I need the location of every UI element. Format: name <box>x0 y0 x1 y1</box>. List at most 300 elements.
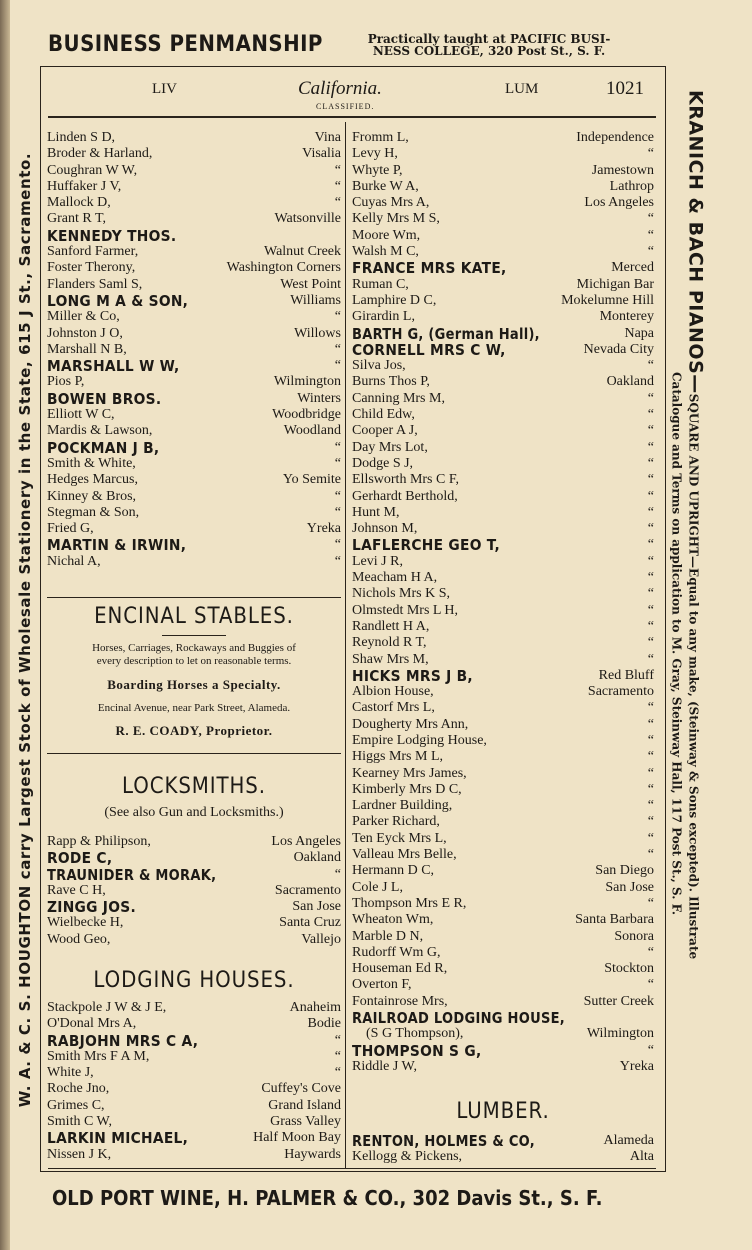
listing-row <box>47 1065 341 1081</box>
listing-row <box>352 277 654 293</box>
ad-top-rule <box>47 597 341 598</box>
right-margin-tagline: SQUARE AND UPRIGHT—Equal to any make, (Steinway & Sons excepted). Illustrate <box>686 393 701 960</box>
listing-name: RODE C, <box>47 849 113 868</box>
listing-name: KENNEDY THOS. <box>47 226 177 245</box>
listing-name: Olmstedt Mrs L H, <box>352 602 459 618</box>
listing-row <box>352 440 654 456</box>
listing-name: Kearney Mrs James, <box>352 765 467 781</box>
listing-row <box>47 834 341 850</box>
listing-row <box>352 717 654 733</box>
listing-name: Kinney & Bros, <box>47 488 137 504</box>
listing-place: Washington Corners <box>226 260 341 276</box>
listing-row <box>352 863 654 879</box>
listing-row <box>47 244 341 260</box>
ad-short-rule <box>162 635 226 636</box>
listing-name: Albion House, <box>352 684 434 700</box>
listing-place: Jamestown <box>591 162 654 178</box>
listing-name: Levy H, <box>352 146 398 162</box>
listing-place: “ <box>647 1042 654 1058</box>
listing-place: Merced <box>611 260 654 276</box>
listing-name: LAFLERCHE GEO T, <box>352 536 501 555</box>
listing-place: “ <box>334 488 341 504</box>
listing-row <box>352 733 654 749</box>
bottom-rule <box>48 1168 656 1169</box>
listing-place: Oakland <box>293 850 341 866</box>
listing-row <box>47 423 341 439</box>
listing-name: Grant R T, <box>47 211 106 227</box>
listing-row <box>47 293 341 309</box>
listing-place: Sacramento <box>587 684 654 700</box>
right-margin-brand: KRANICH & BACH PIANOS— <box>684 90 707 394</box>
listing-row <box>47 1114 341 1130</box>
listing-place: “ <box>647 211 654 227</box>
listing-name: Marble D N, <box>352 928 424 944</box>
top-ad-details <box>320 33 658 57</box>
header-classified: CLASSIFIED. <box>316 102 375 111</box>
column-divider <box>345 122 346 1168</box>
listing-row <box>352 847 654 863</box>
listing-place: Willows <box>294 325 341 341</box>
listing-place: Grand Island <box>268 1097 341 1113</box>
listing-name: Linden S D, <box>47 130 116 145</box>
listing-row <box>352 260 654 276</box>
listing-row <box>352 244 654 260</box>
listing-place: Yreka <box>306 521 341 537</box>
top-ad-line-2: NESS COLLEGE, 320 Post St., S. F. <box>372 44 606 58</box>
listing-name: Foster Therony, <box>47 260 136 276</box>
listing-row <box>352 945 654 961</box>
listing-row <box>352 831 654 847</box>
locksmiths-heading <box>47 774 341 821</box>
listing-place: “ <box>647 504 654 520</box>
listing-name: Rudorff Wm G, <box>352 944 441 960</box>
listing-row <box>47 1000 341 1016</box>
listing-name: Nissen J K, <box>47 1146 112 1162</box>
listing-name: Grimes C, <box>47 1097 105 1113</box>
top-ad-line-1: Practically taught at PACIFIC BUSI- <box>367 32 611 46</box>
binding-spine <box>0 0 10 1250</box>
listing-place: Santa Cruz <box>279 915 341 931</box>
listing-place: “ <box>334 1048 341 1064</box>
page-header <box>40 74 664 114</box>
listing-place: “ <box>647 635 654 651</box>
listing-row <box>47 342 341 358</box>
listing-name: Hunt M, <box>352 504 400 520</box>
listing-place: “ <box>647 537 654 553</box>
listing-place: “ <box>647 700 654 716</box>
listing-place: Cuffey's Cove <box>261 1081 341 1097</box>
listing-row <box>352 1149 654 1165</box>
listing-place: “ <box>647 472 654 488</box>
listing-name: Miller & Co, <box>47 309 120 325</box>
listing-row <box>352 603 654 619</box>
listing-row <box>47 505 341 521</box>
listing-row <box>47 1147 341 1163</box>
listing-name: Dodge S J, <box>352 455 414 471</box>
listing-name: Pios P, <box>47 374 85 390</box>
listing-place: “ <box>334 358 341 374</box>
listing-name: Ellsworth Mrs C F, <box>352 472 460 488</box>
ad-address: Encinal Avenue, near Park Street, Alameda. <box>97 702 291 714</box>
listing-row <box>47 554 341 570</box>
listing-place: “ <box>647 423 654 439</box>
listing-row <box>352 814 654 830</box>
listing-place: Woodland <box>283 423 341 439</box>
ad-description-1: Horses, Carriages, Rockaways and Buggies of <box>92 642 296 654</box>
listing-row <box>47 228 341 244</box>
listing-place: “ <box>647 439 654 455</box>
listing-name: Rapp & Philipson, <box>47 834 151 849</box>
listing-name: Child Edw, <box>352 407 415 423</box>
listing-place: “ <box>647 765 654 781</box>
listing-row <box>352 994 654 1010</box>
listing-place: “ <box>334 1065 341 1081</box>
listing-place: Watsonville <box>274 211 341 227</box>
listing-name: Ten Eyck Mrs L, <box>352 830 447 846</box>
page-number: 1021 <box>606 78 644 99</box>
listing-name: Cole J L, <box>352 879 403 895</box>
lodging-heading <box>47 968 341 993</box>
listing-row <box>352 472 654 488</box>
listing-row <box>352 391 654 407</box>
left-margin-text: W. A. & C. S. HOUGHTON carry Largest Stock of Wholesale Stationery in the State, 615 J St., Sacramento. <box>16 152 34 1108</box>
listing-name: THOMPSON S G, <box>352 1041 482 1060</box>
listing-row <box>352 293 654 309</box>
listing-place: San Jose <box>292 899 341 915</box>
encinal-stables-ad <box>47 604 341 739</box>
listing-name: Levi J R, <box>352 553 403 569</box>
listing-row <box>47 374 341 390</box>
listing-row <box>352 326 654 342</box>
listing-row <box>352 619 654 635</box>
right-margin-advertisement <box>666 90 710 1170</box>
listing-place: “ <box>647 618 654 634</box>
listing-place: Wilmington <box>273 374 341 390</box>
listing-name: RENTON, HOLMES & CO, <box>352 1132 535 1150</box>
listing-row <box>352 1026 654 1042</box>
listing-name: CORNELL MRS C W, <box>352 340 506 359</box>
listing-name: Parker Richard, <box>352 814 440 830</box>
listing-place: Sonora <box>614 928 654 944</box>
listing-row <box>47 521 341 537</box>
listing-row <box>352 1133 654 1149</box>
listing-row <box>352 130 654 146</box>
listing-place: “ <box>647 732 654 748</box>
listing-row <box>352 1059 654 1075</box>
listing-name: Higgs Mrs M L, <box>352 749 444 765</box>
listing-row <box>352 977 654 993</box>
listing-row <box>47 867 341 883</box>
listing-place: “ <box>647 814 654 830</box>
listing-row <box>47 850 341 866</box>
listing-row <box>352 1010 654 1026</box>
listing-name: Gerhardt Berthold, <box>352 488 458 504</box>
listing-name: Canning Mrs M, <box>352 390 445 406</box>
listing-row <box>47 407 341 423</box>
listing-row <box>47 456 341 472</box>
listing-place: “ <box>647 390 654 406</box>
ad-bottom-rule <box>47 753 341 754</box>
listing-row <box>352 570 654 586</box>
ad-proprietor: R. E. COADY, Proprietor. <box>115 723 273 738</box>
listing-place: “ <box>334 455 341 471</box>
locksmiths-listings <box>47 834 341 948</box>
listing-name: Cooper A J, <box>352 423 418 439</box>
listing-name: Meacham H A, <box>352 570 438 586</box>
listing-place: “ <box>334 439 341 455</box>
listing-row <box>47 130 341 146</box>
right-margin-line-1 <box>685 90 707 1170</box>
listing-row <box>352 652 654 668</box>
listing-name: Day Mrs Lot, <box>352 439 428 455</box>
encinal-stables-title: ENCINAL STABLES. <box>94 604 294 629</box>
listing-place: “ <box>647 895 654 911</box>
listing-place: “ <box>647 455 654 471</box>
listing-place: Woodbridge <box>272 407 341 423</box>
listing-name: Thompson Mrs E R, <box>352 895 467 911</box>
listing-name: RABJOHN MRS C A, <box>47 1031 199 1050</box>
listing-place: Los Angeles <box>271 834 341 849</box>
listing-row <box>47 537 341 553</box>
listing-place: Wilmington <box>586 1026 654 1042</box>
listing-place: “ <box>334 162 341 178</box>
listing-place: Anaheim <box>289 1000 341 1015</box>
listing-row <box>352 929 654 945</box>
listing-place: “ <box>647 358 654 374</box>
listing-place: Napa <box>624 325 654 341</box>
listing-name: Overton F, <box>352 977 412 993</box>
listing-row <box>352 505 654 521</box>
listing-place: “ <box>334 195 341 211</box>
listing-place: “ <box>647 553 654 569</box>
listing-name: LONG M A & SON, <box>47 291 189 310</box>
listing-row <box>47 1130 341 1146</box>
listing-row <box>352 782 654 798</box>
listing-place: Stockton <box>604 961 654 977</box>
right-margin-block <box>670 90 707 1170</box>
left-column-listings <box>47 130 341 570</box>
listing-row <box>352 635 654 651</box>
listing-place: “ <box>647 602 654 618</box>
listing-name: Flanders Saml S, <box>47 276 143 292</box>
listing-row <box>47 1081 341 1097</box>
listing-row <box>47 1016 341 1032</box>
listing-place: “ <box>647 944 654 960</box>
listing-place: Mokelumne Hill <box>561 292 654 308</box>
listing-place: “ <box>647 521 654 537</box>
listing-place: Winters <box>297 390 341 406</box>
listing-name: Burns Thos P, <box>352 374 430 390</box>
listing-name: Huffaker J V, <box>47 178 122 194</box>
listing-place: “ <box>647 749 654 765</box>
listing-place: “ <box>647 651 654 667</box>
listing-row <box>47 915 341 931</box>
listing-name: Smith & White, <box>47 455 136 471</box>
listing-row <box>352 342 654 358</box>
listing-row <box>47 146 341 162</box>
listing-place: “ <box>334 309 341 325</box>
listing-name: Castorf Mrs L, <box>352 700 435 716</box>
listing-row <box>47 883 341 899</box>
listing-name: Randlett H A, <box>352 618 430 634</box>
header-rule <box>48 116 656 118</box>
listing-name: Reynold R T, <box>352 635 427 651</box>
listing-name: POCKMAN J B, <box>47 438 160 457</box>
listing-row <box>47 472 341 488</box>
listing-row <box>47 1098 341 1114</box>
listing-row <box>352 537 654 553</box>
listing-place: Yreka <box>619 1058 654 1074</box>
listing-row <box>47 1033 341 1049</box>
listing-name: Roche Jno, <box>47 1081 110 1097</box>
listing-row <box>47 309 341 325</box>
listing-name: Fried G, <box>47 521 94 537</box>
ad-specialty: Boarding Horses a Specialty. <box>107 677 281 692</box>
listing-name: Lardner Building, <box>352 798 453 814</box>
listing-place: Haywards <box>284 1146 341 1162</box>
listing-row <box>352 521 654 537</box>
listing-row <box>352 880 654 896</box>
listing-name: Wheaton Wm, <box>352 912 434 928</box>
top-advertisement <box>48 30 658 64</box>
listing-place: Bodie <box>307 1016 341 1032</box>
listing-name: Moore Wm, <box>352 227 421 243</box>
listing-name: Coughran W W, <box>47 162 138 178</box>
listing-row <box>352 554 654 570</box>
listing-place: Williams <box>290 292 341 308</box>
lodging-listings <box>47 1000 341 1163</box>
listing-place: Red Bluff <box>598 667 654 683</box>
listing-name: Smith C W, <box>47 1114 112 1130</box>
listing-row <box>352 146 654 162</box>
locksmiths-title: LOCKSMITHS. <box>122 774 266 799</box>
listing-place: “ <box>647 407 654 423</box>
listing-name: Whyte P, <box>352 162 403 178</box>
listing-place: “ <box>647 244 654 260</box>
listing-place: Los Angeles <box>584 195 654 211</box>
listing-row <box>352 358 654 374</box>
right-margin-line-2: Catalogue and Terms on application to M. Gray, Steinway Hall, 117 Post St., S. F. <box>669 372 684 916</box>
listing-place: “ <box>647 570 654 586</box>
listing-name: RAILROAD LODGING HOUSE, <box>352 1009 566 1028</box>
ad-description-2: every description to let on reasonable terms. <box>96 655 292 667</box>
listing-name: FRANCE MRS KATE, <box>352 259 507 278</box>
listing-row <box>47 179 341 195</box>
listing-name: Marshall N B, <box>47 341 127 357</box>
listing-row <box>352 766 654 782</box>
listing-name: TRAUNIDER & MORAK, <box>47 865 217 884</box>
top-ad-headline: BUSINESS PENMANSHIP <box>48 32 323 57</box>
listing-place: “ <box>647 977 654 993</box>
listing-row <box>352 456 654 472</box>
listing-row <box>352 912 654 928</box>
listing-place: “ <box>334 341 341 357</box>
listing-name: Shaw Mrs M, <box>352 651 429 667</box>
listing-row <box>47 195 341 211</box>
listing-name: ZINGG JOS. <box>47 898 136 917</box>
listing-name: Mardis & Lawson, <box>47 423 153 439</box>
header-state-title: California. <box>298 78 382 99</box>
listing-name: Hermann D C, <box>352 863 435 879</box>
listing-name: BARTH G, (German Hall), <box>352 324 540 343</box>
listing-name: Girardin L, <box>352 309 415 325</box>
listing-name: Johnston J O, <box>47 325 123 341</box>
listing-row <box>47 391 341 407</box>
listing-name: Valleau Mrs Belle, <box>352 847 457 863</box>
listing-name: Walsh M C, <box>352 244 419 260</box>
listing-place: “ <box>334 504 341 520</box>
listing-row <box>352 749 654 765</box>
listing-row <box>352 961 654 977</box>
listing-row <box>352 668 654 684</box>
listing-row <box>352 1043 654 1059</box>
listing-name: Cuyas Mrs A, <box>352 195 430 211</box>
listing-place: Nevada City <box>583 341 654 357</box>
listing-row <box>352 407 654 423</box>
listing-place: San Diego <box>595 863 654 879</box>
listing-place: Vina <box>314 130 341 145</box>
listing-place: Vallejo <box>301 931 341 947</box>
listing-row <box>352 228 654 244</box>
listing-row <box>352 374 654 390</box>
listing-name: Elliott W C, <box>47 407 115 423</box>
listing-name: Fromm L, <box>352 130 409 145</box>
listing-row <box>47 899 341 915</box>
listing-name: HICKS MRS J B, <box>352 666 473 685</box>
lumber-listings <box>352 1133 654 1166</box>
listing-place: Sutter Creek <box>583 993 654 1009</box>
listing-place: “ <box>334 866 341 882</box>
listing-place: “ <box>647 798 654 814</box>
listing-place: Alameda <box>603 1133 654 1148</box>
listing-row <box>352 195 654 211</box>
listing-row <box>47 932 341 948</box>
listing-place: “ <box>334 553 341 569</box>
listing-name: Rave C H, <box>47 882 106 898</box>
listing-row <box>352 700 654 716</box>
listing-place: Walnut Creek <box>263 244 341 260</box>
listing-place: “ <box>334 537 341 553</box>
listing-row <box>352 423 654 439</box>
listing-name: Johnson M, <box>352 521 418 537</box>
listing-name: Stackpole J W & J E, <box>47 1000 167 1015</box>
listing-name: MARTIN & IRWIN, <box>47 536 187 555</box>
listing-name: Hedges Marcus, <box>47 472 138 488</box>
listing-row <box>47 277 341 293</box>
listing-name: Ruman C, <box>352 276 409 292</box>
listing-name: Kimberly Mrs D C, <box>352 781 462 797</box>
listing-place: “ <box>334 1032 341 1048</box>
header-range-start: LIV <box>152 81 177 97</box>
listing-row <box>47 211 341 227</box>
listing-row <box>47 163 341 179</box>
listing-place: Michigan Bar <box>576 276 654 292</box>
right-column-listings <box>352 130 654 1075</box>
listing-place: Half Moon Bay <box>253 1130 341 1146</box>
listing-name: Kellogg & Pickens, <box>352 1149 463 1165</box>
listing-place: Santa Barbara <box>575 912 654 928</box>
listing-place: West Point <box>280 276 341 292</box>
listing-row <box>47 326 341 342</box>
listing-row <box>352 586 654 602</box>
listing-row <box>352 163 654 179</box>
listing-name: Silva Jos, <box>352 358 406 374</box>
listing-place: Yo Semite <box>282 472 341 488</box>
listing-name: Burke W A, <box>352 178 419 194</box>
listing-name: Dougherty Mrs Ann, <box>352 716 469 732</box>
listing-row <box>352 309 654 325</box>
listing-name: Wood Geo, <box>47 931 111 947</box>
